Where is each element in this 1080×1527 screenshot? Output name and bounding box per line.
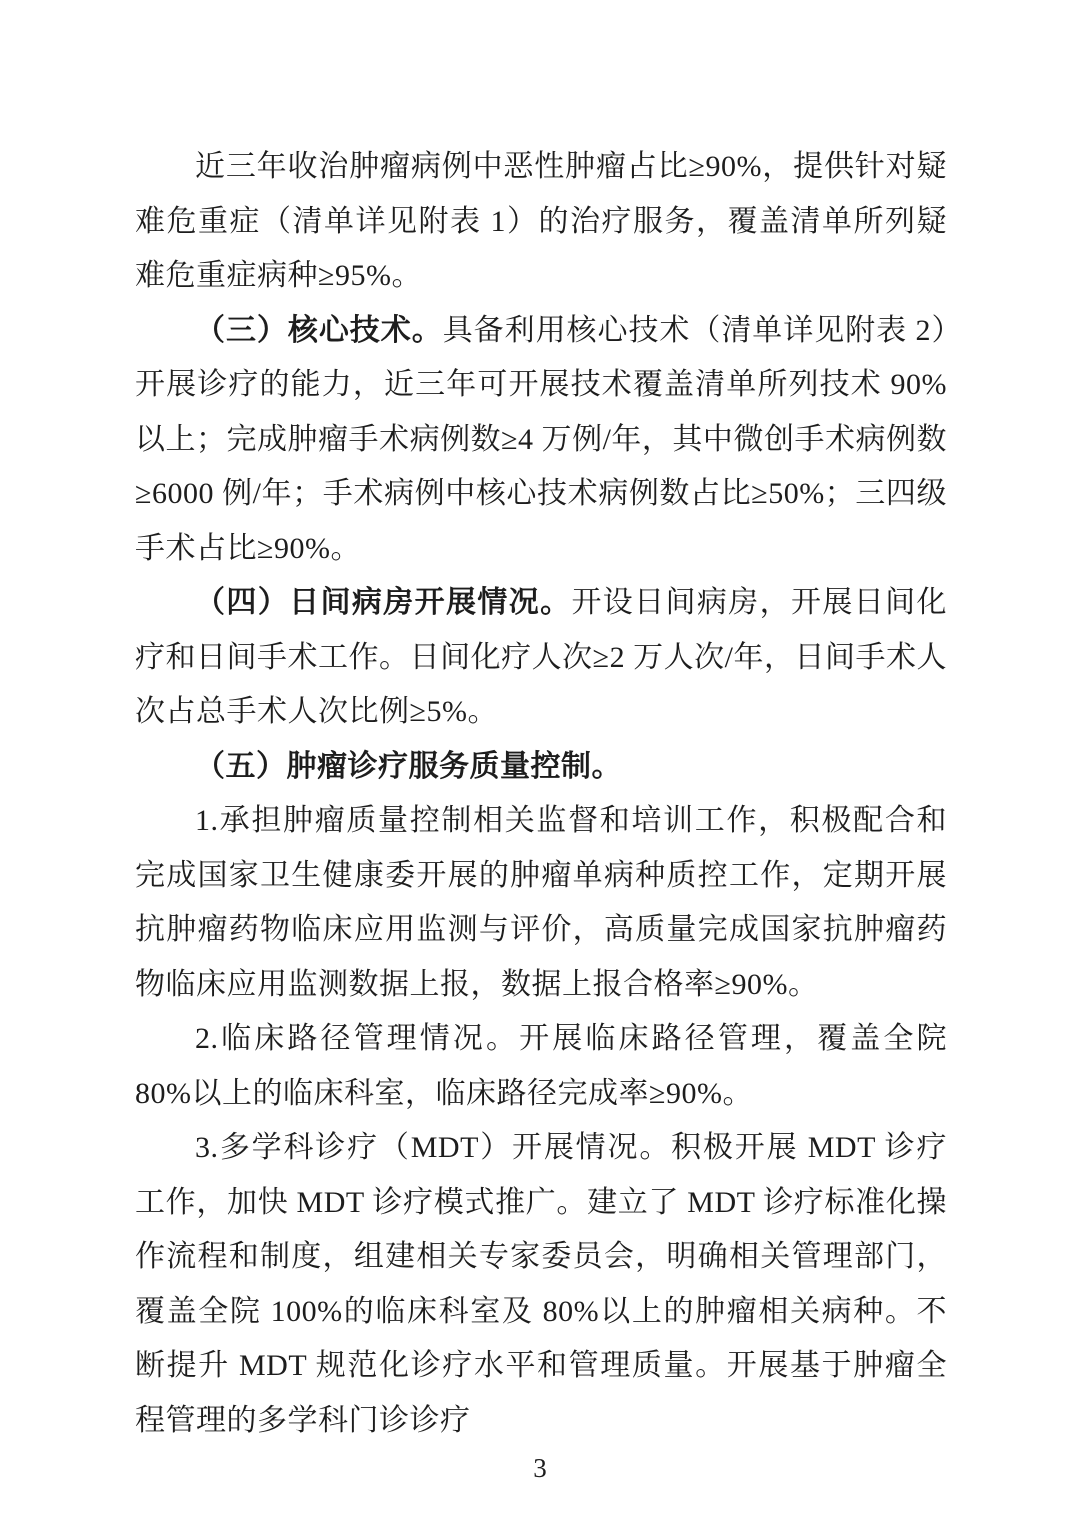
paragraph-text: 2.临床路径管理情况。开展临床路径管理，覆盖全院 80%以上的临床科室，临床路径完成率≥90%。 [135,1022,947,1110]
section-5-quality-control-heading [135,740,947,795]
paragraph-text: 具备利用核心技术（清单详见附表 2）开展诊疗的能力，近三年可开展技术覆盖清单所列技术 90%以上；完成肿瘤手术病例数≥4 万例/年，其中微创手术病例数≥6000 例/年；手术病例中核心技术病例数占比≥50%；三四级手术占比≥90%。 [135,313,948,565]
paragraph-text: 开设日间病房，开展日间化疗和日间手术工作。日间化疗人次≥2 万人次/年，日间手术人次占总手术人次比例≥5%。 [135,586,948,728]
section-3-core-technology [135,304,947,577]
item-1-quality-control-supervision [135,794,947,1012]
document-body [135,140,947,1448]
paragraph-malignant-tumor-ratio [135,140,947,304]
item-2-clinical-pathway [135,1012,947,1121]
item-3-mdt [135,1121,947,1448]
section-4-heading: （四）日间病房开展情况。 [195,586,572,619]
section-4-day-ward [135,576,947,740]
section-5-heading: （五）肿瘤诊疗服务质量控制。 [195,749,622,783]
section-3-heading: （三）核心技术。 [195,313,443,347]
page-number: 3 [533,1453,547,1483]
paragraph-text: 近三年收治肿瘤病例中恶性肿瘤占比≥90%，提供针对疑难危重症（清单详见附表 1）的治疗服务，覆盖清单所列疑难危重症病种≥95%。 [135,150,947,292]
paragraph-text: 1.承担肿瘤质量控制相关监督和培训工作，积极配合和完成国家卫生健康委开展的肿瘤单病种质控工作，定期开展抗肿瘤药物临床应用监测与评价，高质量完成国家抗肿瘤药物临床应用监测数据上报，数据上报合格率≥90%。 [135,804,947,1001]
paragraph-text: 3.多学科诊疗（MDT）开展情况。积极开展 MDT 诊疗工作，加快 MDT 诊疗模式推广。建立了 MDT 诊疗标准化操作流程和制度，组建相关专家委员会，明确相关管理部门，覆盖全院 100%的临床科室及 80%以上的肿瘤相关病种。不断提升 MDT 规范化诊疗水平和管理质量。开展基于肿瘤全程管理的多学科门诊诊疗 [135,1131,947,1437]
